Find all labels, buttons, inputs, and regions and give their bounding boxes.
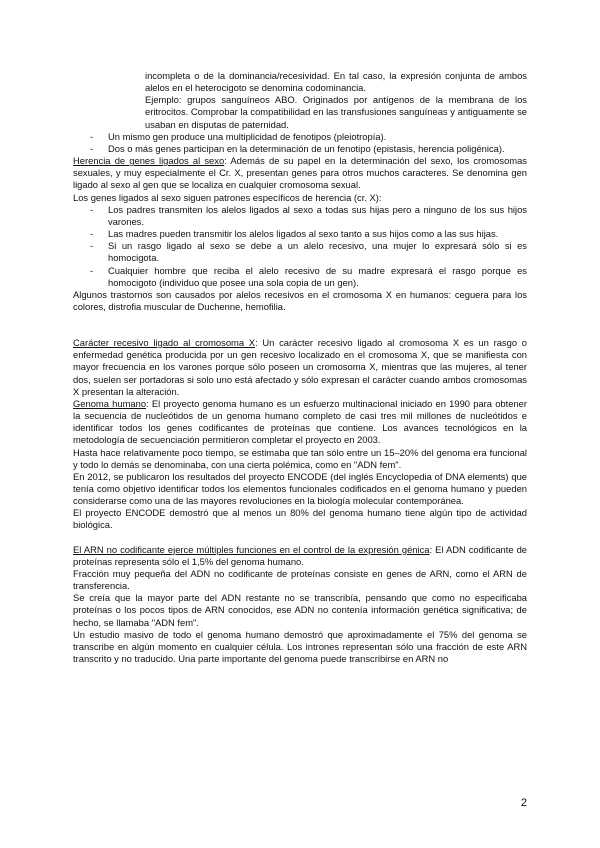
inheritance-patterns-list — [73, 204, 527, 289]
recessive-text: : Un carácter recesivo ligado al cromosoma X es un rasgo o enfermedad genética producida por un gen recesivo localizado en el cromosoma X, que se manifiesta con mayor frecuencia en los varones porque sólo poseen un cromosoma X, mientras que las mujeres, al tener dos, suelen ser portadoras si solo uno está afectado y sólo expresan el carácter cuando ambos cromosomas X presentan la alteración. — [73, 337, 527, 397]
document-page — [73, 70, 527, 665]
sex-linked-paragraph — [73, 155, 527, 191]
genome-text: : El proyecto genoma humano es un esfuerzo multinacional iniciado en 1990 para obtener la secuencia de nucleótidos de un genoma humano completo de casi tres mil millones de nucleótidos e identificar todos los genes codificantes de proteínas que contiene. Los avances tecnológicos en la metodología de secuenciación permitieron completar el proyecto en 2003. — [73, 397, 527, 446]
arn-paragraph — [73, 544, 527, 568]
arn-paragraph-3: Se creía que la mayor parte del ADN restante no se transcribía, pensando que como no especificaba proteínas o los pocos tipos de ARN conocidos, ese ADN no contenía información genética significativa; de hecho, se llamaba "ADN fem". — [73, 592, 527, 628]
codominance-paragraph: incompleta o de la dominancia/recesividad. En tal caso, la expresión conjunta de ambos alelos en el heterocigoto se denomina codominancia. — [145, 70, 527, 94]
list-item: - Las madres pueden transmitir los alelos ligados al sexo tanto a sus hijos como a las sus hijas. — [73, 228, 527, 240]
sex-linked-heading: Herencia de genes ligados al sexo — [73, 155, 225, 167]
recessive-heading: Carácter recesivo ligado al cromosoma X — [73, 337, 256, 349]
genome-paragraph-2: Hasta hace relativamente poco tiempo, se estimaba que tan sólo entre un 15–20% del genoma era funcional y todo lo demás se denominaba, con una cierta polémica, como en "ADN fem". — [73, 446, 527, 470]
genome-heading: Genoma humano — [73, 397, 147, 409]
genome-paragraph-4: El proyecto ENCODE demostró que al menos un 80% del genoma humano tiene algún tipo de actividad biológica. — [73, 507, 527, 531]
list-item: - Cualquier hombre que reciba el alelo recesivo de su madre expresará el rasgo porque es homocigoto (individuo que posee una sola copia de un gen). — [73, 265, 527, 289]
list-item: - Un mismo gen produce una multiplicidad de fenotipos (pleiotropía). — [73, 131, 527, 143]
spacer — [73, 313, 527, 325]
genome-paragraph — [73, 398, 527, 447]
recessive-paragraph — [73, 337, 527, 398]
genome-paragraph-3: En 2012, se publicaron los resultados del proyecto ENCODE (del inglés Encyclopedia of DNA elements) que tenía como objetivo identificar todos los elementos funcionales codificados en el genoma humano y pueden considerarse como una de las mayores revoluciones en la biología molecular contemporánea. — [73, 470, 527, 507]
spacer — [73, 532, 527, 544]
phenotype-list — [73, 131, 527, 155]
arn-heading: El ARN no codificante ejerce múltiples funciones en el control de la expresión génica — [73, 543, 430, 555]
disorders-paragraph: Algunos trastornos son causados por alelos recesivos en el cromosoma X en humanos: ceguera para los colores, distrofia muscular de Duchenne, hemofilia. — [73, 288, 527, 312]
abo-example-paragraph: Ejemplo: grupos sanguíneos ABO. Originados por antígenos de la membrana de los eritrocitos. Comprobar la compatibilidad en las transfusiones sanguíneas y antiguamente se usaban en disputas de paternidad. — [145, 94, 527, 130]
sex-linked-text: : Además de su papel en la determinación del sexo, los cromosomas sexuales, y muy especialmente el Cr. X, presentan genes para otros muchos caracteres. Se denomina gen ligado al sexo al gen que se localiza en cualquier cromosoma sexual. — [73, 155, 527, 191]
list-item: - Los padres transmiten los alelos ligados al sexo a todas sus hijas pero a ninguno de los sus hijos varones. — [73, 204, 527, 228]
list-item: - Si un rasgo ligado al sexo se debe a un alelo recesivo, una mujer lo expresará sólo si es homocigota. — [73, 240, 527, 264]
arn-paragraph-2: Fracción muy pequeña del ADN no codificante de proteínas consiste en genes de ARN, como el ARN de transferencia. — [73, 567, 527, 592]
arn-text: : El ADN codificante de proteínas representa sólo el 1,5% del genoma humano. — [73, 543, 527, 567]
spacer — [73, 325, 527, 337]
patterns-intro: Los genes ligados al sexo siguen patrones específicos de herencia (cr. X): — [73, 191, 382, 203]
page-number: 2 — [520, 797, 527, 809]
arn-paragraph-4: Un estudio masivo de todo el genoma humano demostró que aproximadamente el 75% del genoma se transcribe en algún momento en cualquier célula. Los intrones representan sólo una fracción de este ARN transcrito y no traducido. Una parte importante del genoma puede transcribirse en ARN no — [73, 628, 527, 665]
list-item: - Dos o más genes participan en la determinación de un fenotipo (epistasis, herencia poligénica). — [73, 143, 527, 155]
